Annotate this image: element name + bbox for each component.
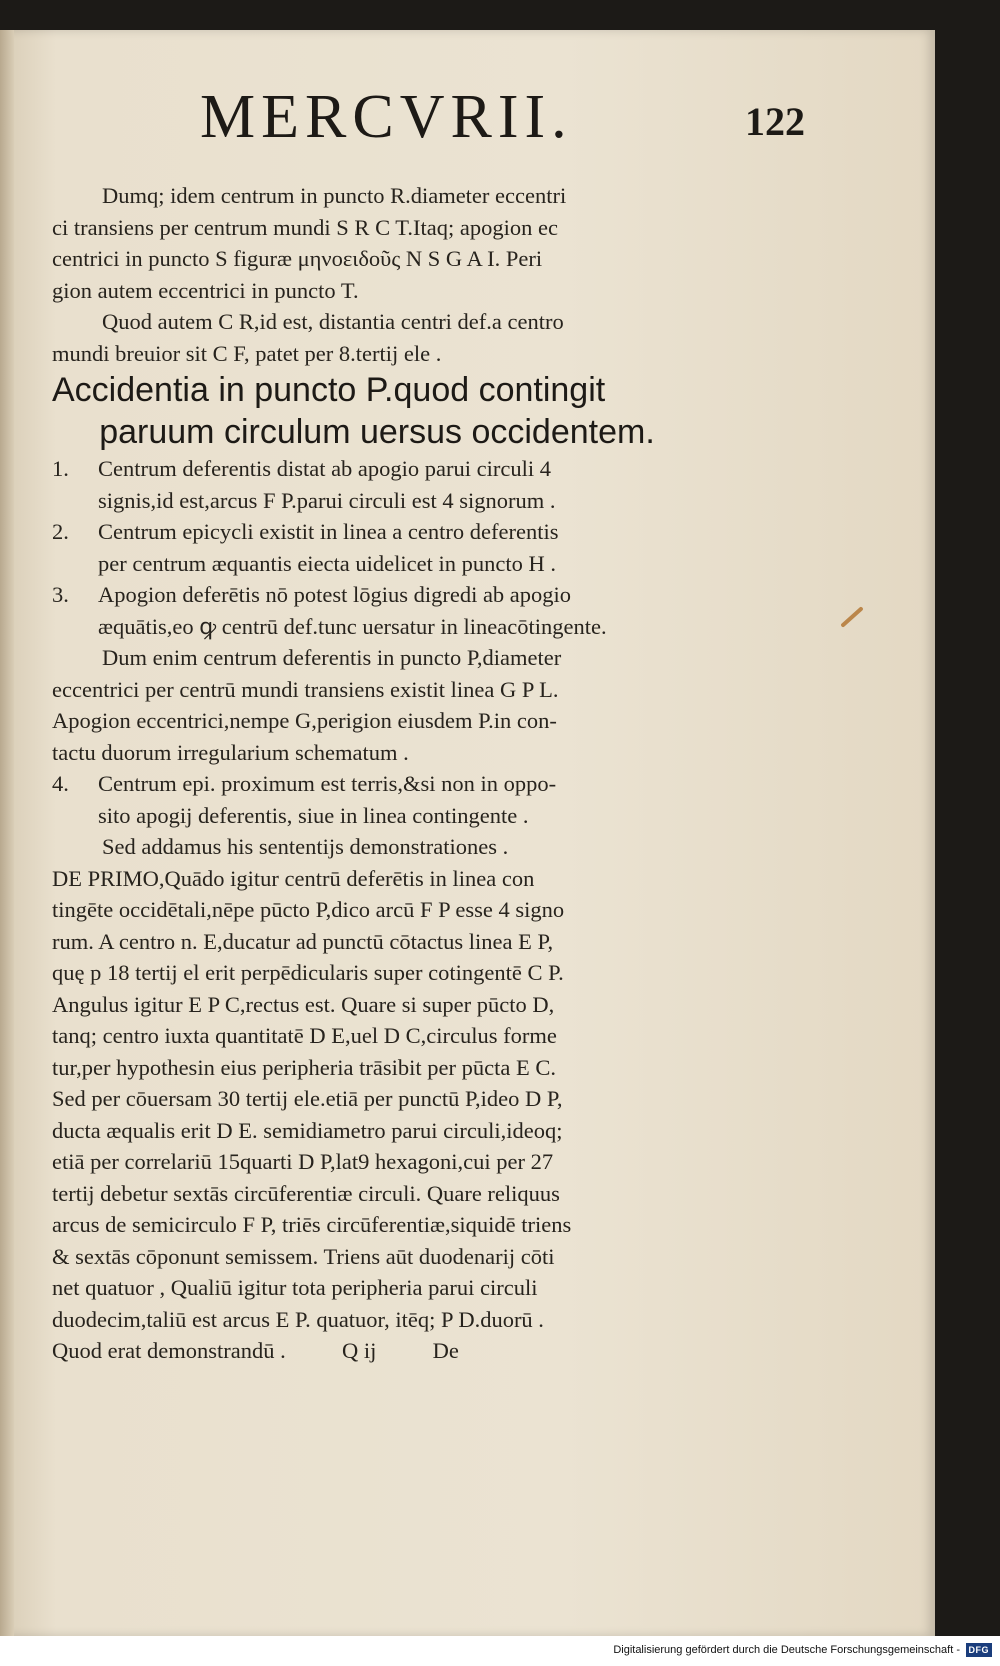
book-page	[0, 30, 935, 1636]
text-line: Quod autem C R,id est, distantia centri def.a centro	[102, 309, 564, 334]
page-number: 122	[745, 99, 805, 144]
text-line: tur,per hypothesin eius peripheria trāsibit per pūcta E C.	[52, 1054, 556, 1080]
running-head: MERCVRII.	[200, 83, 573, 151]
text-line: Apogion eccentrici,nempe G,perigion eiusdem P.in con-	[52, 708, 557, 733]
text-line: Angulus igitur E P C,rectus est. Quare si super pūcto D,	[52, 991, 555, 1017]
list-item	[52, 611, 702, 643]
digitization-footer	[0, 1636, 1000, 1666]
list-item	[52, 800, 702, 832]
text-line: Dum enim centrum deferentis in puncto P,diameter	[102, 645, 562, 670]
section-heading-line2: paruum circulum uersus occidentem.	[99, 413, 655, 451]
page-gutter	[0, 30, 14, 1636]
section-heading-line1: Accidentia in puncto P.quod contingit	[52, 371, 606, 409]
text-line: DE PRIMO,Quādo igitur centrū deferētis in linea con	[52, 865, 535, 891]
text-line: eccentrici per centrū mundi transiens existit linea G P L.	[52, 676, 559, 702]
text-line: Quod erat demonstrandū . Q ij De	[52, 1338, 459, 1363]
text-line: tactu duorum irregularium schematum .	[52, 739, 409, 765]
list-item	[52, 768, 702, 800]
text-line: duodecim,taliū est arcus E P. quatuor, itēq; P D.duorū .	[52, 1306, 544, 1332]
list-item	[52, 548, 702, 580]
text-line: Dumq; idem centrum in puncto R.diameter eccentri	[102, 183, 567, 208]
list-text: per centrum æquantis eiecta uidelicet in puncto H .	[98, 550, 556, 576]
dfg-logo-icon: DFG	[966, 1643, 993, 1657]
list-text: æquātis,eo ꝙ centrū def.tunc uersatur in lineacōtingente.	[98, 613, 607, 639]
ink-mark	[840, 606, 863, 628]
list-item	[52, 453, 702, 485]
text-line: gion autem eccentrici in puncto T.	[52, 277, 359, 303]
text-line: tingēte occidētali,nēpe pūcto P,dico arcū F P esse 4 signo	[52, 897, 565, 922]
list-text: Centrum epicycli existit in linea a centro deferentis	[98, 519, 559, 544]
text-line: rum. A centro n. E,ducatur ad punctū cōtactus linea E P,	[52, 928, 554, 954]
list-text: sito apogij deferentis, siue in linea contingente .	[98, 802, 529, 828]
text-line: etiā per correlariū 15quarti D P,lat9 hexagoni,cui per 27	[52, 1149, 554, 1174]
list-text: Apogion deferētis nō potest lōgius digredi ab apogio	[98, 582, 572, 607]
text-line: & sextās cōponunt semissem. Triens aūt duodenarij cōti	[52, 1243, 555, 1269]
list-text: signis,id est,arcus F P.parui circuli est 4 signorum .	[98, 487, 556, 513]
list-item	[52, 485, 702, 517]
list-number: 3.	[52, 582, 69, 607]
list-text: Centrum epi. proximum est terris,&si non in oppo-	[98, 771, 557, 796]
text-line: Sed addamus his sententijs demonstrationes .	[102, 834, 509, 859]
text-line: Sed per cōuersam 30 tertij ele.etiā per punctū P,ideo D P,	[52, 1086, 563, 1111]
list-number: 2.	[52, 519, 69, 544]
text-line: ducta æqualis erit D E. semidiametro parui circuli,ideoq;	[52, 1117, 563, 1143]
list-item	[52, 516, 702, 548]
text-line: net quatuor , Qualiū igitur tota peripheria parui circuli	[52, 1275, 538, 1300]
text-line: tertij debetur sextās circūferentiæ circuli. Quare reliquus	[52, 1180, 560, 1206]
body-text	[52, 180, 702, 1367]
funding-credit: Digitalisierung gefördert durch die Deutsche Forschungsgemeinschaft -	[613, 1644, 960, 1656]
text-line: mundi breuior sit C F, patet per 8.tertij ele .	[52, 340, 442, 366]
list-item	[52, 579, 702, 611]
list-number: 1.	[52, 456, 69, 481]
list-number: 4.	[52, 771, 69, 796]
list-text: Centrum deferentis distat ab apogio parui circuli 4	[98, 456, 551, 481]
text-line: tanq; centro iuxta quantitatē D E,uel D C,circulus forme	[52, 1023, 557, 1048]
text-line: arcus de semicirculo F P, triēs circūferentiæ,siquidē triens	[52, 1212, 572, 1237]
text-line: quę p 18 tertij el erit perpēdicularis super cotingentē C P.	[52, 960, 564, 985]
text-line: ci transiens per centrum mundi S R C T.Itaq; apogion ec	[52, 214, 558, 240]
text-line: centrici in puncto S figuræ μηνοειδοῦς N S G A I. Peri	[52, 246, 543, 271]
